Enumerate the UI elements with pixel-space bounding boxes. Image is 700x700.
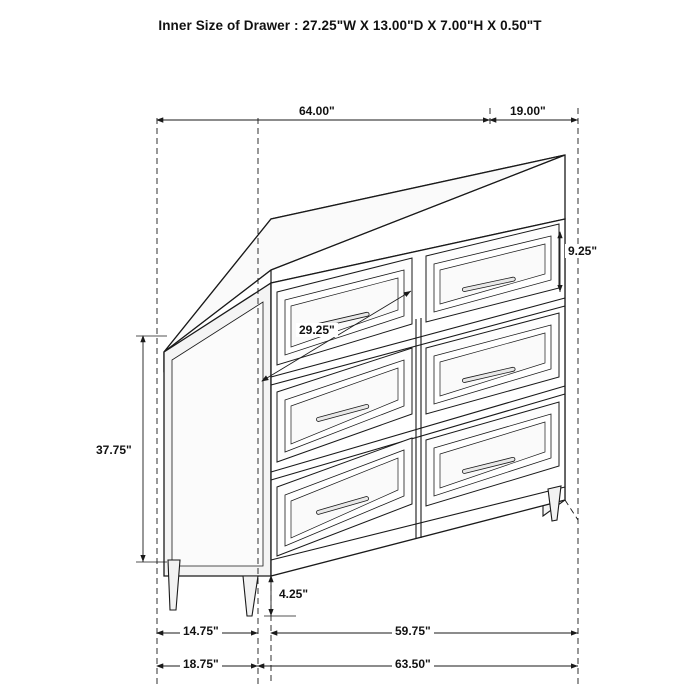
dimension-label-top-width: 64.00" (296, 104, 338, 118)
dimension-label-side-base: 14.75" (180, 624, 222, 638)
dimension-label-front-total: 63.50" (392, 657, 434, 671)
dimension-label-front-base: 59.75" (392, 624, 434, 638)
dimension-label-leg-height: 4.25" (276, 587, 311, 601)
page-title: Inner Size of Drawer : 27.25"W X 13.00"D X 7.00"H X 0.50"T (158, 18, 542, 33)
dimension-label-top-diagonal: 29.25" (296, 323, 338, 337)
furniture-illustration (164, 155, 565, 616)
dimension-label-side-total: 18.75" (180, 657, 222, 671)
dimension-label-top-depth-right: 19.00" (507, 104, 549, 118)
dresser-left-side-panel (164, 283, 271, 576)
dimension-label-overall-height: 37.75" (93, 443, 135, 457)
dimension-label-drawer-top-height: 9.25" (565, 244, 600, 258)
